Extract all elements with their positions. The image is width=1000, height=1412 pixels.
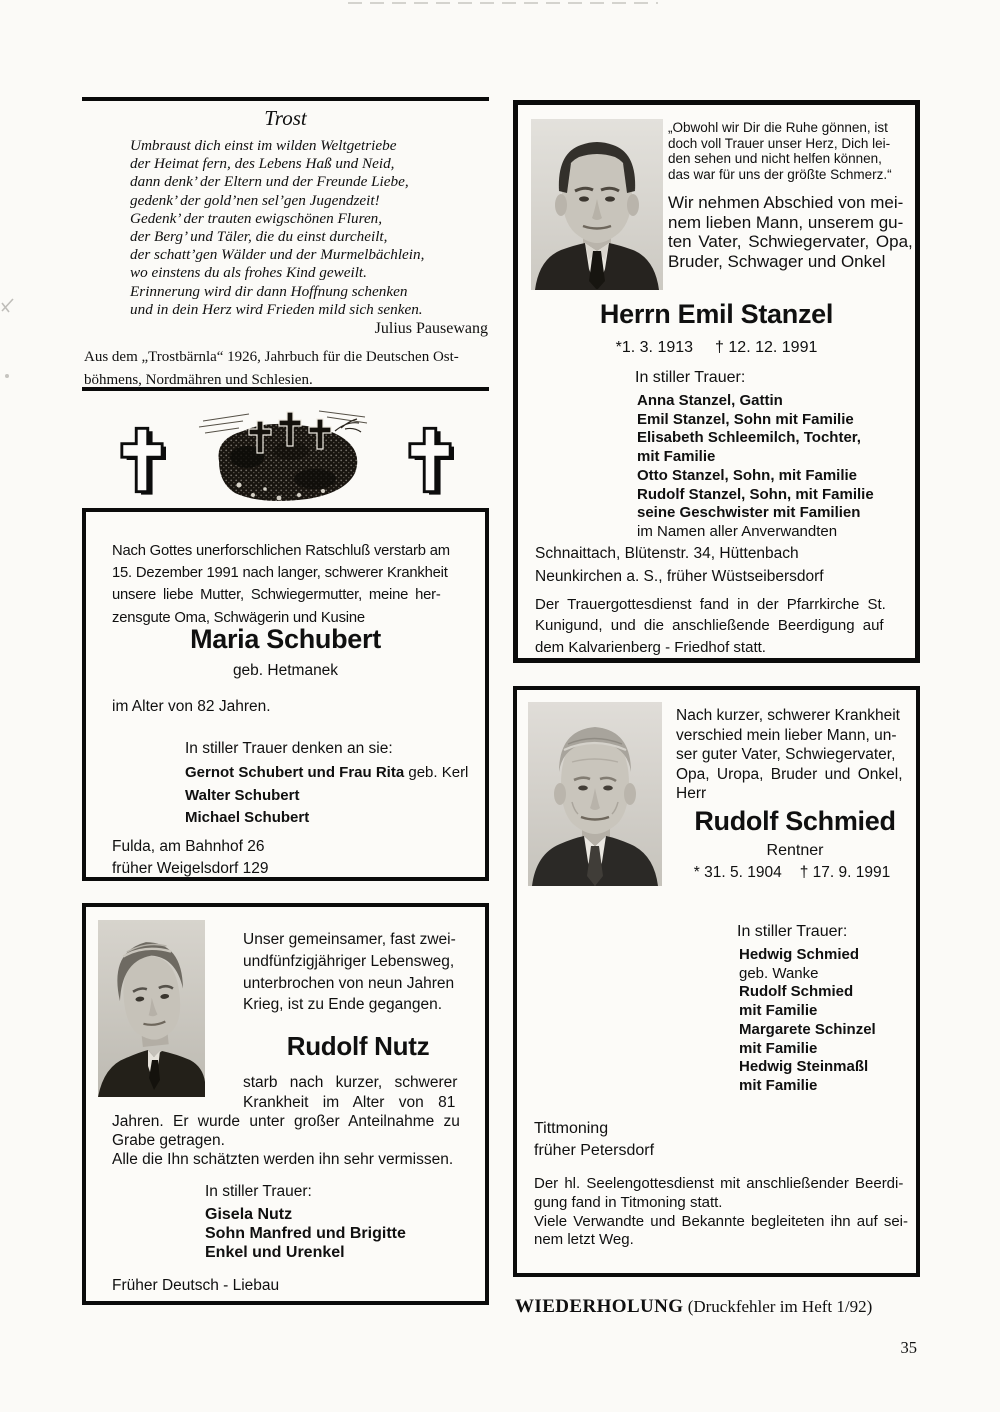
- text-line: zensgute Oma, Schwägerin und Kusine: [112, 609, 365, 626]
- repetition-note: [515, 1296, 872, 1318]
- text-line: Krieg, ist zu Ende gegangen.: [243, 996, 443, 1014]
- text-line: Schnaittach, Blütenstr. 34, Hüttenbach: [535, 545, 799, 562]
- mourners-list: [739, 946, 876, 1096]
- poem-line: Gedenk’ der trauten ewigschönen Fluren,: [130, 209, 383, 227]
- mourner-line: [185, 762, 468, 785]
- text-line: Bruder, Schwager und Onkel: [668, 251, 886, 271]
- mourner-line: Rudolf Stanzel, Sohn, mit Familie: [637, 485, 874, 503]
- text-line: Viele Verwandte und Bekannte begleiteten ihn auf sei-: [534, 1212, 908, 1230]
- obituary-intro: [668, 193, 913, 271]
- life-dates: [518, 339, 915, 357]
- death-date: † 17. 9. 1991: [799, 864, 891, 881]
- address-block: [535, 543, 824, 588]
- obituary-card-maria-schubert: [82, 508, 489, 881]
- mourner-line: Hedwig Steinmaßl: [739, 1058, 869, 1076]
- mourner-line: geb. Wanke: [739, 964, 819, 982]
- repetition-note-rest: (Druckfehler im Heft 1/92): [683, 1297, 873, 1316]
- repetition-note-bold: WIEDERHOLUNG: [515, 1296, 684, 1317]
- mourners-list: [637, 392, 874, 542]
- death-date: † 12. 12. 1991: [715, 339, 818, 356]
- text-line: dem Kalvarienberg - Friedhof statt.: [535, 638, 766, 656]
- text-line: Grabe getragen.: [112, 1131, 225, 1149]
- obituary-intro: [243, 929, 456, 1016]
- obituary-card-emil-stanzel: [513, 100, 920, 663]
- birth-date: * 31. 5. 1904: [693, 864, 782, 881]
- text-line: Der Trauergottesdienst fand in der Pfarrkirche St.: [535, 596, 886, 613]
- text-line: Alle die Ihn schätzten werden ihn sehr vermissen.: [112, 1150, 454, 1168]
- divider-bar-top: [82, 97, 489, 101]
- portrait-photo-rudolf-nutz: [98, 920, 205, 1097]
- mourner-line: mit Familie: [739, 1002, 818, 1020]
- obituary-card-rudolf-nutz: [82, 903, 489, 1305]
- scan-artifact-dot: [5, 374, 9, 378]
- mourner-note: im Namen aller Anverwandten: [637, 522, 838, 540]
- birth-date: *1. 3. 1913: [615, 339, 694, 356]
- text-line: gung fand in Titmoning statt.: [534, 1193, 723, 1211]
- deceased-name: Rudolf Nutz: [286, 1031, 430, 1061]
- text-line: Tittmoning: [534, 1120, 609, 1137]
- latin-cross-icon: [406, 424, 454, 498]
- mourner-line: Margarete Schinzel: [739, 1020, 876, 1038]
- text-line: unterbrochen von neun Jahren: [243, 974, 455, 992]
- mourner-line: Emil Stanzel, Sohn mit Familie: [637, 410, 854, 428]
- text-line: ten Vater, Schwiegervater, Opa,: [668, 232, 913, 252]
- deceased-name: Rudolf Schmied: [694, 806, 896, 836]
- deceased-name: Herrn Emil Stanzel: [599, 299, 834, 329]
- text-line: ser guter Vater, Schwiegervater,: [676, 746, 896, 764]
- text-line: Herr: [676, 785, 707, 803]
- obituary-card-rudolf-schmied: [513, 686, 920, 1277]
- grave-mound-engraving: [195, 399, 373, 506]
- life-dates: [662, 864, 920, 882]
- funeral-note: [535, 594, 886, 658]
- mourners-list: [185, 762, 468, 830]
- poem-line: wo einstens du als frohes Kind geweilt.: [130, 264, 367, 282]
- text-line: das war für uns der größte Schmerz.“: [668, 166, 892, 182]
- text-line: undfünfzigjähriger Lebensweg,: [243, 952, 455, 970]
- poem-line: Umbraust dich einst im wilden Weltgetriebe: [130, 137, 397, 154]
- mourner-line: Hedwig Schmied: [739, 946, 860, 963]
- divider-bar-mid: [82, 387, 489, 391]
- portrait-photo-emil-stanzel: [531, 119, 663, 290]
- age-line: im Alter von 82 Jahren.: [112, 698, 271, 715]
- text-line: Krankheit im Alter von 81: [243, 1093, 456, 1111]
- text-line: nem lieben Mann, unserem gu-: [668, 212, 904, 232]
- address-block: [534, 1118, 654, 1162]
- obituary-body-right: [243, 1073, 457, 1112]
- mourner-line: Enkel und Urenkel: [205, 1244, 345, 1261]
- latin-cross-icon: [118, 424, 166, 498]
- obituary-quote: [668, 120, 892, 182]
- mourning-label: In stiller Trauer denken an sie:: [185, 740, 393, 757]
- poem-source: [84, 346, 459, 391]
- poem-line: Erinnerung wird dir dann Hoffnung schenken: [130, 282, 408, 300]
- text-line: Wir nehmen Abschied von mei-: [668, 193, 904, 212]
- deceased-subtitle: Rentner: [766, 842, 824, 859]
- portrait-photo-rudolf-schmied: [528, 702, 662, 886]
- text-line: Nach kurzer, schwerer Krankheit: [676, 707, 900, 724]
- text-line: Kunigund, und die anschließende Beerdigung auf: [535, 617, 884, 635]
- scan-artifact-mark: [0, 296, 16, 314]
- scan-artifact-top-line: [348, 2, 658, 4]
- mourner-line: Rudolf Schmied: [739, 983, 854, 1001]
- funeral-note: [534, 1175, 908, 1250]
- mourner-line: Anna Stanzel, Gattin: [637, 392, 783, 409]
- mourning-label: In stiller Trauer:: [737, 923, 848, 940]
- mourner-line: Gisela Nutz: [205, 1206, 293, 1223]
- mourning-label: In stiller Trauer:: [635, 369, 746, 386]
- mourner-names: Gernot Schubert und Frau Rita: [185, 764, 405, 781]
- text-line: unsere liebe Mutter, Schwiegermutter, meine her-: [112, 587, 441, 604]
- text-line: früher Weigelsdorf 129: [112, 860, 269, 877]
- text-line: Neunkirchen a. S., früher Wüstseibersdorf: [535, 567, 824, 585]
- text-line: 15. Dezember 1991 nach langer, schwerer Krankheit: [112, 565, 448, 582]
- page-number: 35: [900, 1338, 917, 1357]
- text-line: böhmens, Nordmähren und Schlesien.: [84, 371, 313, 388]
- mourner-line: mit Familie: [637, 448, 716, 466]
- mourner-line: mit Familie: [739, 1076, 818, 1094]
- mourner-line: mit Familie: [739, 1039, 818, 1057]
- poem-line: und in dein Herz wird Frieden mild sich senken.: [130, 300, 423, 318]
- mourner-line: Walter Schubert: [185, 786, 300, 804]
- mourner-line: Sohn Manfred und Brigitte: [205, 1225, 406, 1242]
- mourner-line: Michael Schubert: [185, 809, 310, 826]
- mourner-line: Elisabeth Schleemilch, Tochter,: [637, 429, 861, 447]
- text-line: Aus dem „Trostbärnla“ 1926, Jahrbuch für die Deutschen Ost-: [84, 349, 459, 365]
- text-line: „Obwohl wir Dir die Ruhe gönnen, ist: [668, 120, 888, 135]
- text-line: früher Petersdorf: [534, 1142, 655, 1159]
- text-line: Der hl. Seelengottesdienst mit anschließender Beerdi-: [534, 1175, 904, 1192]
- text-line: den sehen und nicht helfen können,: [668, 151, 882, 166]
- poem-title: Trost: [264, 106, 307, 130]
- obituary-intro: [112, 540, 450, 629]
- poem-line: gedenk’ der gold’nen sel’gen Jugendzeit!: [130, 191, 380, 209]
- text-line: nem letzt Weg.: [534, 1231, 634, 1249]
- text-line: doch voll Trauer unser Herz, Dich lei-: [668, 135, 891, 151]
- mourner-line: seine Geschwister mit Familien: [637, 504, 861, 522]
- obituary-intro: [676, 706, 903, 804]
- mourner-suffix: geb. Kerl: [404, 764, 469, 781]
- poem-body: [130, 137, 424, 319]
- obituary-body-full: [112, 1113, 460, 1169]
- maiden-name: geb. Hetmanek: [232, 662, 339, 679]
- text-line: Fulda, am Bahnhof 26: [112, 838, 265, 855]
- poem-author: Julius Pausewang: [374, 320, 488, 337]
- text-line: Nach Gottes unerforschlichen Ratschluß verstarb am: [112, 543, 450, 559]
- text-line: verschied mein lieber Mann, un-: [676, 726, 897, 744]
- text-line: Jahren. Er wurde unter großer Anteilnahme zu: [112, 1113, 460, 1130]
- text-line: Unser gemeinsamer, fast zwei-: [243, 931, 456, 948]
- poem-line: dann denk’ der Eltern und der Freunde Liebe,: [130, 173, 409, 191]
- text-line: starb nach kurzer, schwerer: [243, 1074, 458, 1091]
- poem-line: der schatt’gen Wälder und der Murmelbächlein,: [130, 246, 425, 264]
- address-block: [112, 836, 269, 880]
- mourner-line: Otto Stanzel, Sohn, mit Familie: [637, 466, 858, 484]
- poem-line: der Berg’ und Täler, die du einst durcheilt,: [130, 228, 388, 246]
- mourners-list: [205, 1205, 406, 1262]
- deceased-name: Maria Schubert: [190, 624, 381, 654]
- address-block: Früher Deutsch - Liebau: [112, 1277, 280, 1294]
- mourning-label: In stiller Trauer:: [205, 1183, 312, 1200]
- poem-line: der Heimat fern, des Lebens Haß und Neid,: [130, 155, 395, 173]
- text-line: Opa, Uropa, Bruder und Onkel,: [676, 765, 903, 783]
